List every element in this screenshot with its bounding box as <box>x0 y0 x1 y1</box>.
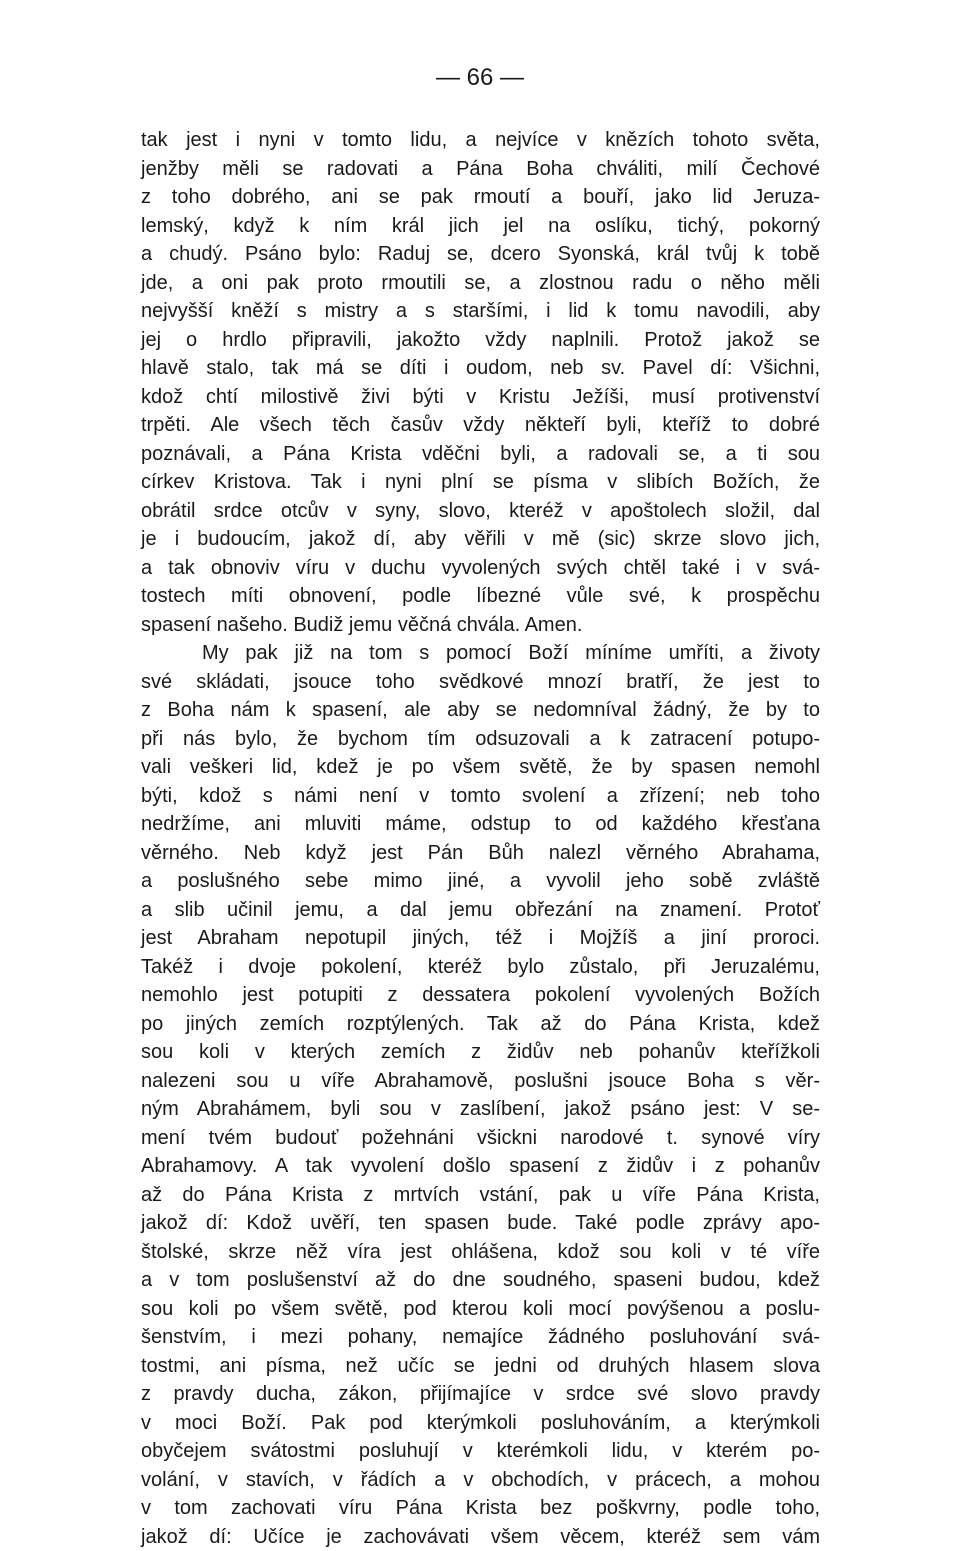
text-line: trpěti. Ale všech těch časův vždy někteří byli, kteříž to dobré <box>141 411 820 440</box>
text-line: obrátil srdce otcův v syny, slovo, kteréž v apoštolech složil, dal <box>141 497 820 526</box>
text-line: sou koli v kterých zemích z židův neb pohanův kteřížkoli <box>141 1038 820 1067</box>
text-line: a tak obnoviv víru v duchu vyvolených svých chtěl také i v svá- <box>141 554 820 583</box>
text-line: po jiných zemích rozptýlených. Tak až do Pána Krista, kdež <box>141 1010 820 1039</box>
text-line: při nás bylo, že bychom tím odsuzovali a k zatracení potupo- <box>141 725 820 754</box>
text-line: štolské, skrze něž víra jest ohlášena, kdož sou koli v té víře <box>141 1238 820 1267</box>
text-line: sou koli po všem světě, pod kterou koli mocí povýšenou a poslu- <box>141 1295 820 1324</box>
text-line: a v tom poslušenství až do dne soudného, spaseni budou, kdež <box>141 1266 820 1295</box>
text-line: nejvyšší kněží s mistry a s staršími, i lid k tomu navodili, aby <box>141 297 820 326</box>
text-line: v tom zachovati víru Pána Krista bez poškvrny, podle toho, <box>141 1494 820 1523</box>
text-line: obyčejem svátostmi posluhují v kterémkoli lidu, v kterém po- <box>141 1437 820 1466</box>
text-line: z pravdy ducha, zákon, přijímajíce v srdce své slovo pravdy <box>141 1380 820 1409</box>
text-line: býti, kdož s námi není v tomto svolení a zřízení; neb toho <box>141 782 820 811</box>
page-number: — 66 — <box>0 64 960 92</box>
text-line: tak jest i nyni v tomto lidu, a nejvíce v knězích tohoto světa, <box>141 126 820 155</box>
text-line: jakož dí: Kdož uvěří, ten spasen bude. Také podle zprávy apo- <box>141 1209 820 1238</box>
text-line: věrného. Neb když jest Pán Bůh nalezl věrného Abrahama, <box>141 839 820 868</box>
text-line: volání, v stavích, v řádích a v obchodích, v prácech, a mohou <box>141 1466 820 1495</box>
text-line: hlavě stalo, tak má se díti i oudom, neb sv. Pavel dí: Všichni, <box>141 354 820 383</box>
text-line: jej o hrdlo připravili, jakožto vždy naplnili. Protož jakož se <box>141 326 820 355</box>
text-line: jenžby měli se radovati a Pána Boha chváliti, milí Čechové <box>141 155 820 184</box>
text-line: kdož chtí milostivě živi býti v Kristu Ježíši, musí protivenství <box>141 383 820 412</box>
text-line: nalezeni sou u víře Abrahamově, poslušni jsouce Boha s věr- <box>141 1067 820 1096</box>
body-text <box>141 126 820 1551</box>
text-line: až do Pána Krista z mrtvích vstání, pak u víře Pána Krista, <box>141 1181 820 1210</box>
text-line: jest Abraham nepotupil jiných, též i Mojžíš a jiní proroci. <box>141 924 820 953</box>
text-line: poznávali, a Pána Krista vděčni byli, a radovali se, a ti sou <box>141 440 820 469</box>
text-line: z toho dobrého, ani se pak rmoutí a bouří, jako lid Jeruza- <box>141 183 820 212</box>
text-line: spasení našeho. Budiž jemu věčná chvála. Amen. <box>141 611 820 640</box>
text-line: Abrahamovy. A tak vyvolení došlo spasení z židův i z pohanův <box>141 1152 820 1181</box>
text-line: tostech míti obnovení, podle líbezné vůle své, k prospěchu <box>141 582 820 611</box>
paragraph <box>141 126 820 639</box>
text-line: vali veškeri lid, kdež je po všem světě, že by spasen nemohl <box>141 753 820 782</box>
text-line: Takéž i dvoje pokolení, kteréž bylo zůstalo, při Jeruzalému, <box>141 953 820 982</box>
text-line: a poslušného sebe mimo jiné, a vyvolil jeho sobě zvláště <box>141 867 820 896</box>
text-line: jde, a oni pak proto rmoutili se, a zlostnou radu o něho měli <box>141 269 820 298</box>
text-line: ným Abrahámem, byli sou v zaslíbení, jakož psáno jest: V se- <box>141 1095 820 1124</box>
text-line: tostmi, ani písma, než učíc se jedni od druhých hlasem slova <box>141 1352 820 1381</box>
text-line: mení tvém budouť požehnáni všickni narodové t. synové víry <box>141 1124 820 1153</box>
text-line: šenstvím, i mezi pohany, nemajíce žádného posluhování svá- <box>141 1323 820 1352</box>
text-line: své skládati, jsouce toho svědkové mnozí bratří, že jest to <box>141 668 820 697</box>
text-line: a chudý. Psáno bylo: Raduj se, dcero Syonská, král tvůj k tobě <box>141 240 820 269</box>
text-line: v moci Boží. Pak pod kterýmkoli posluhováním, a kterýmkoli <box>141 1409 820 1438</box>
text-line: nemohlo jest potupiti z dessatera pokolení vyvolených Božích <box>141 981 820 1010</box>
text-line: lemský, když k ním král jich jel na oslíku, tichý, pokorný <box>141 212 820 241</box>
text-line: a slib učinil jemu, a dal jemu obřezání na znamení. Protoť <box>141 896 820 925</box>
text-line: z Boha nám k spasení, ale aby se nedomníval žádný, že by to <box>141 696 820 725</box>
paragraph <box>141 639 820 1551</box>
text-line: My pak již na tom s pomocí Boží míníme umříti, a životy <box>141 639 820 668</box>
text-line: církev Kristova. Tak i nyni plní se písma v slibích Božích, že <box>141 468 820 497</box>
text-line: je i budoucím, jakož dí, aby věřili v mě (sic) skrze slovo jich, <box>141 525 820 554</box>
text-line: nedržíme, ani mluviti máme, odstup to od každého křesťana <box>141 810 820 839</box>
text-line: jakož dí: Učíce je zachovávati všem věcem, kteréž sem vám <box>141 1523 820 1551</box>
